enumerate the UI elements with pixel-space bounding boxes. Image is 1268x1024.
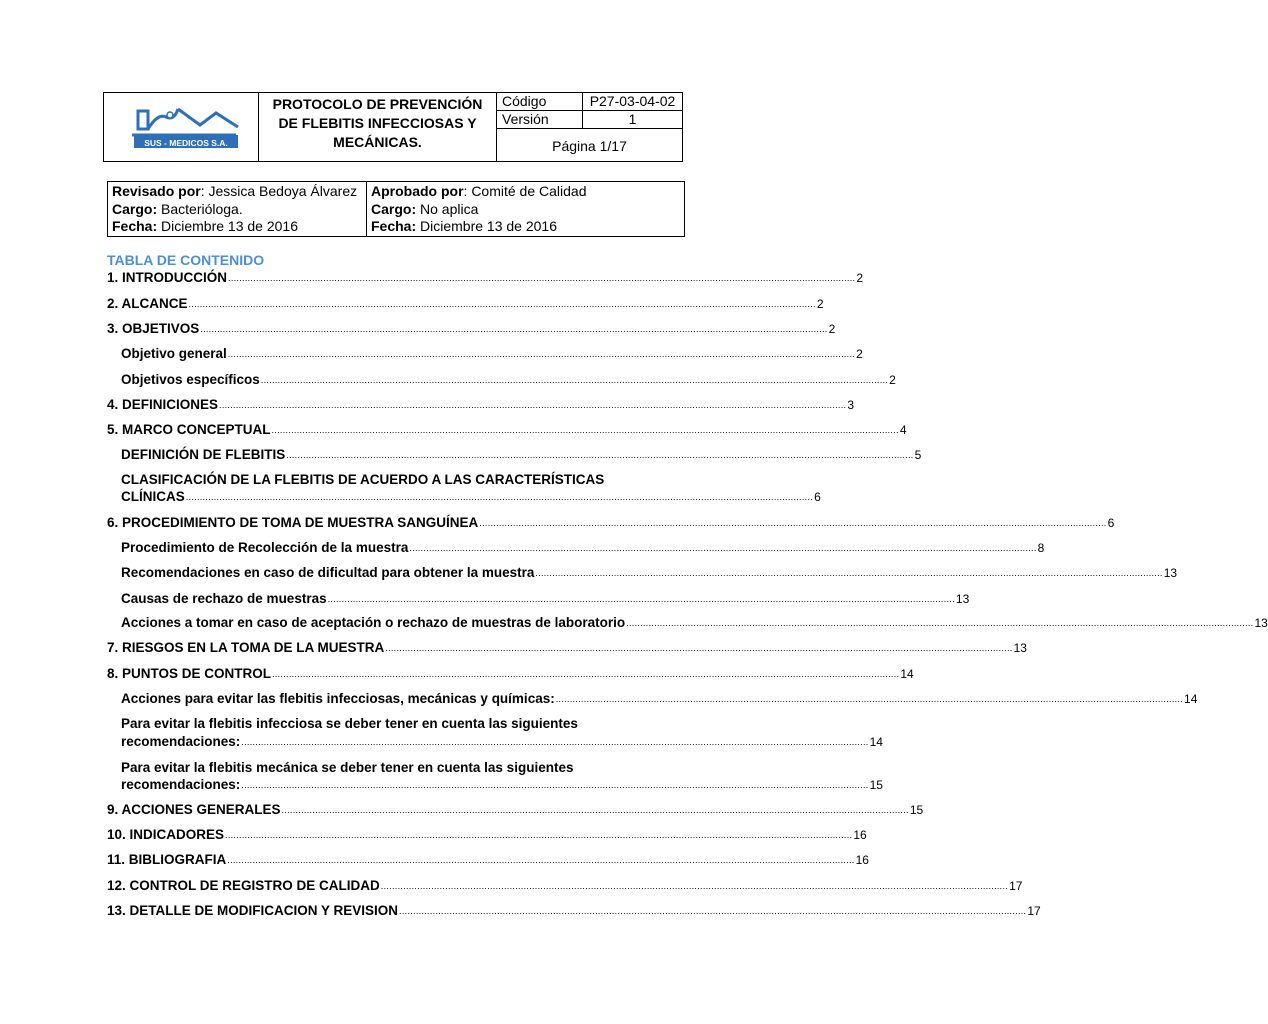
aprobado-label: Aprobado por bbox=[371, 183, 464, 199]
toc-leader: ................................................................................................................................................................................................................................ bbox=[281, 805, 909, 815]
logo-cell bbox=[104, 93, 259, 161]
toc-entry[interactable] bbox=[107, 827, 867, 842]
toc-leader: ................................................................................................................................................................................................................................ bbox=[219, 400, 847, 410]
toc-page-number: 2 bbox=[889, 373, 896, 387]
toc-leader: ................................................................................................................................................................................................................................ bbox=[260, 375, 889, 385]
toc-entry[interactable] bbox=[107, 852, 869, 867]
toc-leader: ................................................................................................................................................................................................................................ bbox=[200, 324, 828, 334]
document-header-table bbox=[103, 92, 683, 162]
toc-entry-label: 5. MARCO CONCEPTUAL bbox=[107, 422, 271, 437]
aprobado-value: : Comité de Calidad bbox=[463, 183, 587, 199]
cargo-label: Cargo: bbox=[112, 200, 158, 217]
toc-entry[interactable] bbox=[107, 515, 1115, 530]
toc-entry[interactable] bbox=[107, 321, 836, 336]
toc-entry[interactable] bbox=[121, 615, 1268, 630]
version-label: Versión bbox=[502, 111, 549, 127]
toc-title: TABLA DE CONTENIDO bbox=[107, 252, 265, 268]
toc-entry-label: 11. BIBLIOGRAFIA bbox=[107, 852, 227, 867]
toc-entry-label: 3. OBJETIVOS bbox=[107, 321, 200, 336]
toc-page-number: 2 bbox=[828, 322, 836, 336]
toc-entry-label: Acciones para evitar las flebitis infecciosas, mecánicas y químicas: bbox=[121, 691, 555, 706]
toc-entry-label-line1: CLASIFICACIÓN DE LA FLEBITIS DE ACUERDO A LAS CARACTERÍSTICAS bbox=[121, 472, 605, 487]
approval-column bbox=[367, 182, 684, 236]
toc-leader: ................................................................................................................................................................................................................................ bbox=[227, 349, 856, 359]
toc-entry-label: 7. RIESGOS EN LA TOMA DE LA MUESTRA bbox=[107, 640, 385, 655]
toc-leader: ................................................................................................................................................................................................................................ bbox=[241, 737, 869, 747]
cargo-label: Cargo: bbox=[371, 200, 417, 217]
toc-entry[interactable] bbox=[121, 691, 1198, 706]
title-line-1: PROTOCOLO DE PREVENCIÓN bbox=[272, 96, 483, 112]
toc-page-number: 13 bbox=[955, 592, 970, 606]
toc-entry[interactable] bbox=[107, 270, 864, 285]
toc-entry[interactable] bbox=[121, 489, 821, 504]
toc-entry[interactable] bbox=[107, 878, 1023, 893]
toc-entry-label: Acciones a tomar en caso de aceptación o rechazo de muestras de laboratorio bbox=[121, 615, 626, 630]
toc-entry-label: Recomendaciones en caso de dificultad para obtener la muestra bbox=[121, 565, 535, 580]
toc-entry[interactable] bbox=[121, 591, 970, 606]
toc-page-number: 16 bbox=[853, 828, 867, 842]
toc-leader: ................................................................................................................................................................................................................................ bbox=[380, 881, 1009, 891]
toc-page-number: 2 bbox=[816, 297, 824, 311]
toc-entry-label: Objetivos específicos bbox=[121, 372, 260, 387]
revisado-label: Revisado por bbox=[112, 183, 201, 199]
toc-page-number: 6 bbox=[1107, 516, 1115, 530]
toc-page-number: 15 bbox=[909, 803, 924, 817]
toc-entry[interactable] bbox=[107, 802, 924, 817]
toc-page-number: 3 bbox=[847, 398, 855, 412]
toc-entry-label: 1. INTRODUCCIÓN bbox=[107, 270, 228, 285]
document-meta bbox=[497, 93, 682, 161]
toc-page-number: 6 bbox=[814, 490, 821, 504]
toc-entry-label: 6. PROCEDIMIENTO DE TOMA DE MUESTRA SANGUÍNEA bbox=[107, 515, 479, 530]
toc-page-number: 2 bbox=[856, 271, 864, 285]
toc-page-number: 14 bbox=[900, 667, 914, 681]
toc-page-number: 4 bbox=[899, 423, 907, 437]
toc-leader: ................................................................................................................................................................................................................................ bbox=[188, 299, 816, 309]
toc-leader: ................................................................................................................................................................................................................................ bbox=[409, 543, 1037, 553]
toc-entry[interactable] bbox=[121, 346, 863, 361]
version-row bbox=[497, 111, 682, 129]
toc-entry[interactable] bbox=[107, 640, 1027, 655]
toc-entry-label: Causas de rechazo de muestras bbox=[121, 591, 327, 606]
toc-entry-label: 10. INDICADORES bbox=[107, 827, 225, 842]
toc-entry[interactable] bbox=[121, 734, 883, 749]
toc-entry-label: Procedimiento de Recolección de la muestra bbox=[121, 540, 409, 555]
version-value: 1 bbox=[582, 111, 682, 128]
company-logo bbox=[104, 93, 257, 159]
toc-leader: ................................................................................................................................................................................................................................ bbox=[225, 830, 853, 840]
toc-page-number: 14 bbox=[869, 735, 883, 749]
toc-page-number: 13 bbox=[1013, 641, 1027, 655]
toc-page-number: 17 bbox=[1027, 904, 1041, 918]
toc-page-number: 14 bbox=[1184, 692, 1198, 706]
toc-leader: ................................................................................................................................................................................................................................ bbox=[241, 780, 869, 790]
page-indicator: Página 1/17 bbox=[552, 138, 627, 154]
toc-page-number: 13 bbox=[1254, 616, 1268, 630]
toc-entry-label: recomendaciones: bbox=[121, 777, 241, 792]
toc-entry-label: 13. DETALLE DE MODIFICACION Y REVISION bbox=[107, 903, 399, 918]
codigo-row bbox=[497, 93, 682, 111]
toc-leader: ................................................................................................................................................................................................................................ bbox=[535, 568, 1163, 578]
toc-leader: ................................................................................................................................................................................................................................ bbox=[271, 425, 899, 435]
toc-entry[interactable] bbox=[107, 666, 914, 681]
revisado-value: : Jessica Bedoya Álvarez bbox=[200, 183, 358, 199]
toc-leader: ................................................................................................................................................................................................................................ bbox=[479, 518, 1107, 528]
title-line-2: DE FLEBITIS INFECCIOSAS Y bbox=[278, 115, 477, 131]
toc-leader: ................................................................................................................................................................................................................................ bbox=[555, 694, 1184, 704]
toc-page-number: 2 bbox=[856, 347, 863, 361]
toc-leader: ................................................................................................................................................................................................................................ bbox=[399, 906, 1027, 916]
toc-entry-label: Objetivo general bbox=[121, 346, 227, 361]
toc-entry-label: 4. DEFINICIONES bbox=[107, 397, 219, 412]
toc-entry-label: CLÍNICAS bbox=[121, 489, 185, 504]
toc-page-number: 5 bbox=[914, 448, 922, 462]
toc-entry-label: DEFINICIÓN DE FLEBITIS bbox=[121, 447, 286, 462]
toc-entry-label: 2. ALCANCE bbox=[107, 296, 188, 311]
toc-entry[interactable] bbox=[107, 397, 855, 412]
toc-entry-label: recomendaciones: bbox=[121, 734, 241, 749]
toc-leader: ................................................................................................................................................................................................................................ bbox=[185, 492, 814, 502]
toc-entry[interactable] bbox=[121, 540, 1045, 555]
toc-entry[interactable] bbox=[107, 422, 907, 437]
toc-entry[interactable] bbox=[107, 296, 824, 311]
cargo-value: No aplica bbox=[416, 200, 479, 217]
toc-page-number: 13 bbox=[1163, 566, 1178, 580]
toc-leader: ................................................................................................................................................................................................................................ bbox=[327, 594, 955, 604]
toc-leader: ................................................................................................................................................................................................................................ bbox=[626, 618, 1254, 628]
fecha-label: Fecha: bbox=[371, 218, 417, 234]
toc-entry-label: 12. CONTROL DE REGISTRO DE CALIDAD bbox=[107, 878, 380, 893]
toc-page-number: 17 bbox=[1009, 879, 1023, 893]
toc-entry-label: 9. ACCIONES GENERALES bbox=[107, 802, 281, 817]
review-approval-table bbox=[107, 181, 685, 237]
codigo-value: P27-03-04-02 bbox=[582, 93, 682, 110]
toc-leader: ................................................................................................................................................................................................................................ bbox=[227, 855, 855, 865]
toc-entry[interactable] bbox=[121, 447, 922, 462]
toc-entry[interactable] bbox=[107, 903, 1041, 918]
title-line-3: MECÁNICAS. bbox=[333, 134, 422, 150]
toc-entry[interactable] bbox=[121, 777, 883, 792]
toc-entry-label-line1: Para evitar la flebitis infecciosa se deber tener en cuenta las siguientes bbox=[121, 716, 578, 731]
logo-text: SUS - MEDICOS S.A. bbox=[144, 138, 228, 148]
fecha-label: Fecha: bbox=[112, 218, 158, 234]
codigo-label: Código bbox=[502, 93, 547, 109]
fecha-value: Diciembre 13 de 2016 bbox=[157, 218, 298, 234]
cargo-value: Bacterióloga. bbox=[157, 200, 243, 217]
toc-page-number: 15 bbox=[869, 778, 883, 792]
document-title bbox=[259, 93, 497, 161]
toc-page-number: 8 bbox=[1037, 541, 1045, 555]
toc-entry-label: 8. PUNTOS DE CONTROL bbox=[107, 666, 272, 681]
toc-leader: ................................................................................................................................................................................................................................ bbox=[272, 669, 900, 679]
toc-entry-label-line1: Para evitar la flebitis mecánica se deber tener en cuenta las siguientes bbox=[121, 760, 574, 775]
toc-leader: ................................................................................................................................................................................................................................ bbox=[286, 450, 914, 460]
toc-entry[interactable] bbox=[121, 372, 896, 387]
toc-page-number: 16 bbox=[855, 853, 869, 867]
toc-leader: ................................................................................................................................................................................................................................ bbox=[228, 273, 856, 283]
toc-leader: ................................................................................................................................................................................................................................ bbox=[385, 643, 1013, 653]
review-column bbox=[108, 182, 367, 236]
toc-entry[interactable] bbox=[121, 565, 1178, 580]
fecha-value: Diciembre 13 de 2016 bbox=[416, 218, 557, 234]
